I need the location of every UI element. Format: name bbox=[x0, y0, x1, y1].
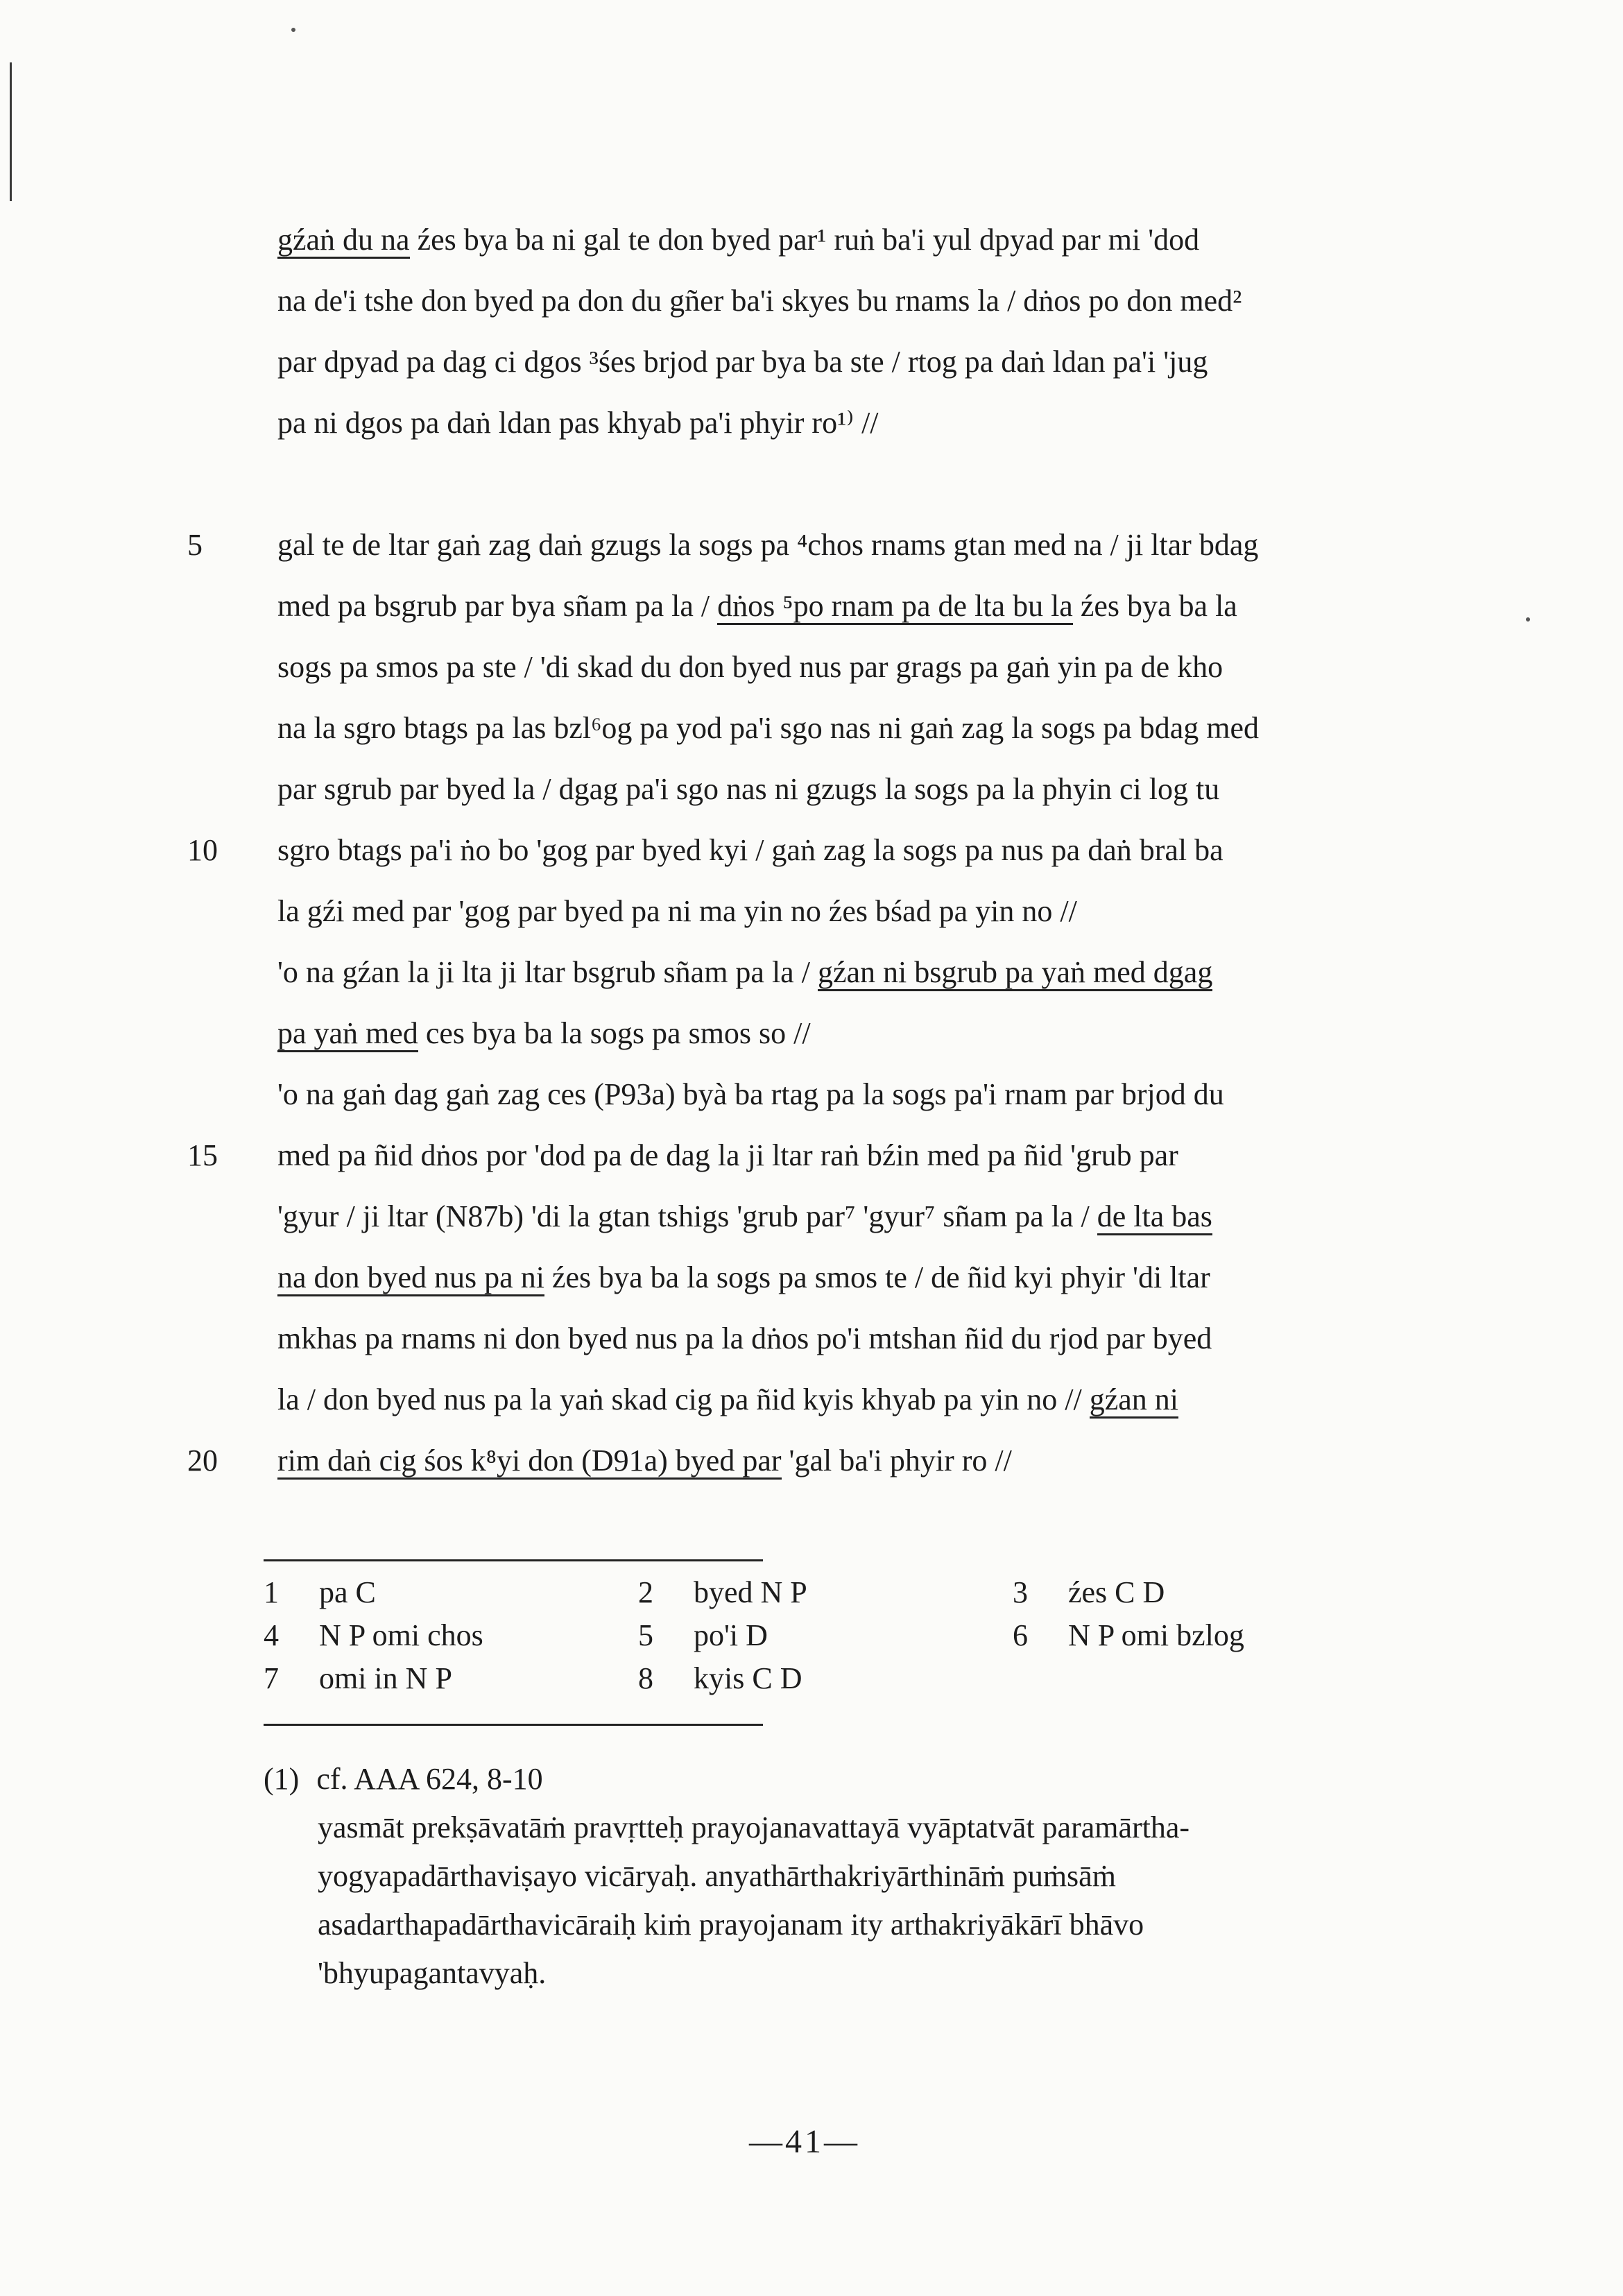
underlined-phrase: pa yaṅ med bbox=[277, 1016, 418, 1052]
apparatus-rule-top bbox=[264, 1559, 763, 1561]
line-number: 20 bbox=[187, 1443, 218, 1477]
apparatus-rule-bottom bbox=[264, 1724, 763, 1726]
sanskrit-line: asadarthapadārthavicāraiḥ kiṁ prayojanam ity arthakriyākārī bhāvo bbox=[318, 1908, 1144, 1942]
line-number: 10 bbox=[187, 833, 218, 867]
underlined-phrase: gźan ni bbox=[1090, 1382, 1178, 1419]
underlined-phrase: na don byed nus pa ni bbox=[277, 1260, 544, 1296]
underlined-phrase: gźan ni bsgrub pa yaṅ med dgag bbox=[818, 955, 1212, 991]
footnote-number: (1) bbox=[264, 1762, 300, 1796]
line-number: 15 bbox=[187, 1138, 218, 1172]
underlined-phrase: rim daṅ cig śos k⁸yi don (D91a) byed par bbox=[277, 1443, 782, 1480]
speck bbox=[1526, 617, 1530, 622]
footnote-ref: cf. AAA 624, 8-10 bbox=[316, 1762, 543, 1796]
sanskrit-line: yasmāt prekṣāvatāṁ pravṛtteḥ prayojanavattayā vyāptatvāt paramārtha- bbox=[318, 1810, 1190, 1844]
line-number: 5 bbox=[187, 528, 203, 562]
footnote bbox=[264, 1755, 1190, 1998]
underlined-phrase: gźaṅ du na bbox=[277, 223, 410, 259]
sanskrit-line: yogyapadārthaviṣayo vicāryaḥ. anyathārthakriyārthināṁ puṁsāṁ bbox=[318, 1859, 1116, 1893]
underlined-phrase: de lta bas bbox=[1097, 1199, 1212, 1235]
margin-bar bbox=[10, 62, 12, 201]
sanskrit-line: 'bhyupagantavyaḥ. bbox=[318, 1956, 547, 1990]
speck bbox=[291, 28, 295, 32]
underlined-phrase: dṅos ⁵po rnam pa de lta bu la bbox=[717, 589, 1073, 625]
page-number: —41— bbox=[749, 2123, 860, 2160]
